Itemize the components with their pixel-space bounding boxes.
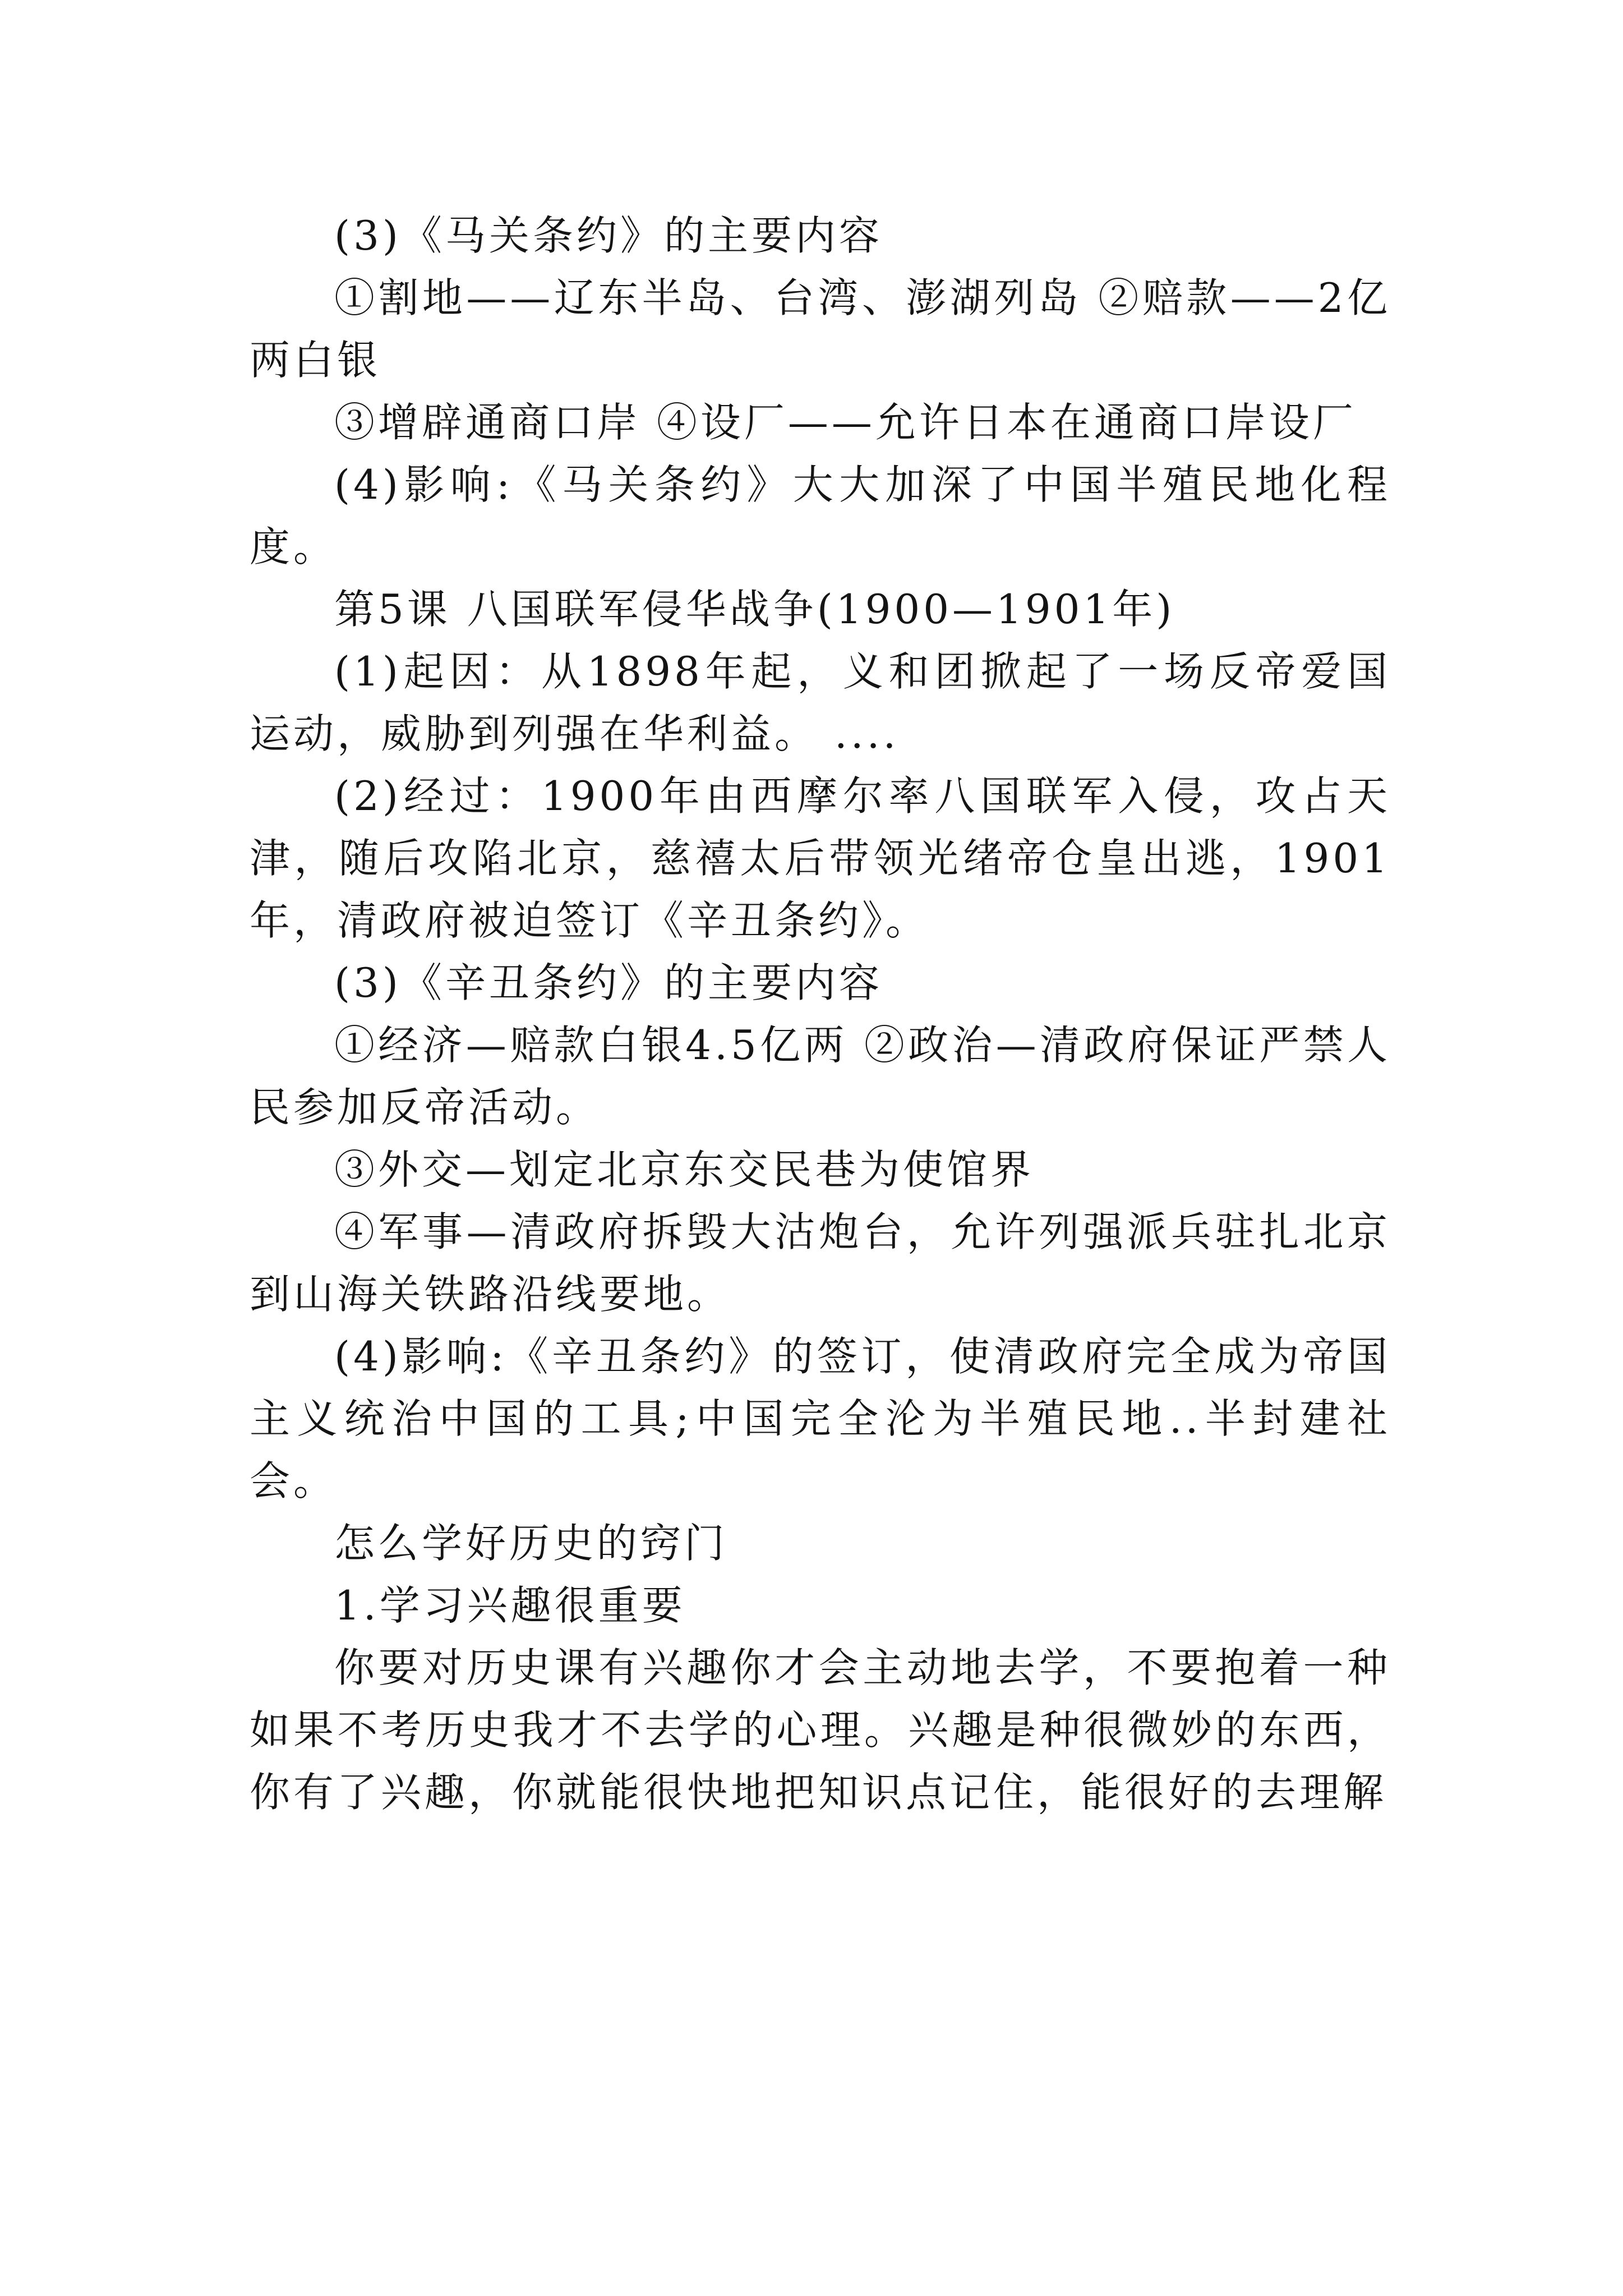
paragraph-treaty-shimonoseki-impact: (4)影响:《马关条约》大大加深了中国半殖民地化程度。 — [250, 461, 1391, 570]
lesson-5-title: 第5课 八国联军侵华战争(1900—1901年) — [334, 586, 1175, 633]
paragraph-treaty-shimonoseki-territory-indemnity: ①割地——辽东半岛、台湾、澎湖列岛 ②赔款——2亿两白银 — [250, 274, 1391, 384]
section-heading-study-tips: 怎么学好历史的窍门 — [334, 1520, 728, 1567]
subheading-interest-matters: 1.学习兴趣很重要 — [334, 1582, 686, 1629]
paragraph-boxer-protocol-military: ④军事—清政府拆毁大沽炮台，允许列强派兵驻扎北京到山海关铁路沿线要地。 — [250, 1208, 1391, 1318]
paragraph-boxer-cause: (1)起因：从1898年起，义和团掀起了一场反帝爱国运动，威胁到列强在华利益。 .... — [250, 648, 1391, 757]
paragraph-boxer-process: (2)经过：1900年由西摩尔率八国联军入侵，攻占天津，随后攻陷北京，慈禧太后带领光绪帝仓皇出逃，1901年，清政府被迫签订《辛丑条约》。 — [250, 772, 1391, 944]
paragraph-treaty-shimonoseki-contents-heading: (3)《马关条约》的主要内容 — [334, 212, 883, 259]
paragraph-boxer-protocol-impact: (4)影响:《辛丑条约》的签订，使清政府完全成为帝国主义统治中国的工具;中国完全沦为半殖民地..半封建社会。 — [250, 1333, 1391, 1504]
paragraph-treaty-shimonoseki-ports-factories: ③增辟通商口岸 ④设厂——允许日本在通商口岸设厂 — [334, 399, 1357, 446]
paragraph-interest-explanation: 你要对历史课有兴趣你才会主动地去学，不要抱着一种如果不考历史我才不去学的心理。兴趣是种很微妙的东西，你有了兴趣，你就能很快地把知识点记住，能很好的去理解 — [250, 1644, 1391, 1816]
paragraph-boxer-protocol-economy-politics: ①经济—赔款白银4.5亿两 ②政治—清政府保证严禁人民参加反帝活动。 — [250, 1022, 1391, 1131]
document-body — [250, 205, 1391, 1824]
paragraph-boxer-protocol-diplomacy: ③外交—划定北京东交民巷为使馆界 — [334, 1146, 1035, 1193]
paragraph-boxer-protocol-contents-heading: (3)《辛丑条约》的主要内容 — [334, 959, 883, 1006]
